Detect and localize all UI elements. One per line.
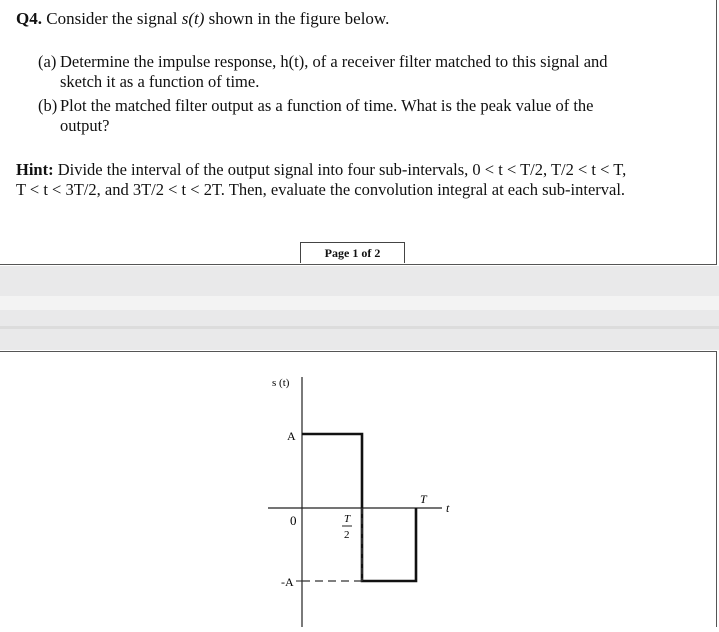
page-2 — [0, 351, 717, 627]
hint-line2: T < t < 3T/2, and 3T/2 < t < 2T. Then, evaluate the convolution integral at each sub-interval. — [16, 180, 626, 199]
question-number: Q4. — [16, 9, 42, 28]
label-half-den: 2 — [344, 529, 350, 541]
hint-label: Hint: — [16, 160, 54, 179]
page-gap — [0, 266, 719, 350]
label-neg-a: -A — [281, 575, 294, 589]
part-b-label: (b) — [38, 96, 58, 115]
page-footer: Page 1 of 2 — [300, 242, 405, 263]
part-a — [38, 52, 608, 91]
part-b — [38, 96, 594, 135]
hint-line1: Divide the interval of the output signal into four sub-intervals, 0 < t < T/2, T/2 < t < T, — [53, 160, 627, 179]
part-b-line1: Plot the matched filter output as a function of time. What is the peak value of the — [60, 96, 594, 115]
part-a-label: (a) — [38, 52, 57, 71]
part-a-line1: Determine the impulse response, h(t), of a receiver filter matched to this signal and — [60, 52, 608, 71]
label-half-num: T — [344, 513, 351, 525]
label-zero: 0 — [290, 513, 297, 528]
part-a-line2: sketch it as a function of time. — [60, 72, 260, 91]
label-a: A — [287, 429, 296, 443]
y-axis-label: s (t) — [272, 377, 290, 389]
question-title: Q4. Consider the signal s(t) shown in the figure below. — [16, 9, 390, 28]
part-b-line2: output? — [60, 116, 110, 135]
hint — [16, 160, 626, 200]
label-t-period: T — [420, 492, 427, 506]
page-1 — [0, 0, 717, 265]
label-t-axis: t — [446, 501, 450, 515]
signal-figure — [0, 352, 716, 627]
